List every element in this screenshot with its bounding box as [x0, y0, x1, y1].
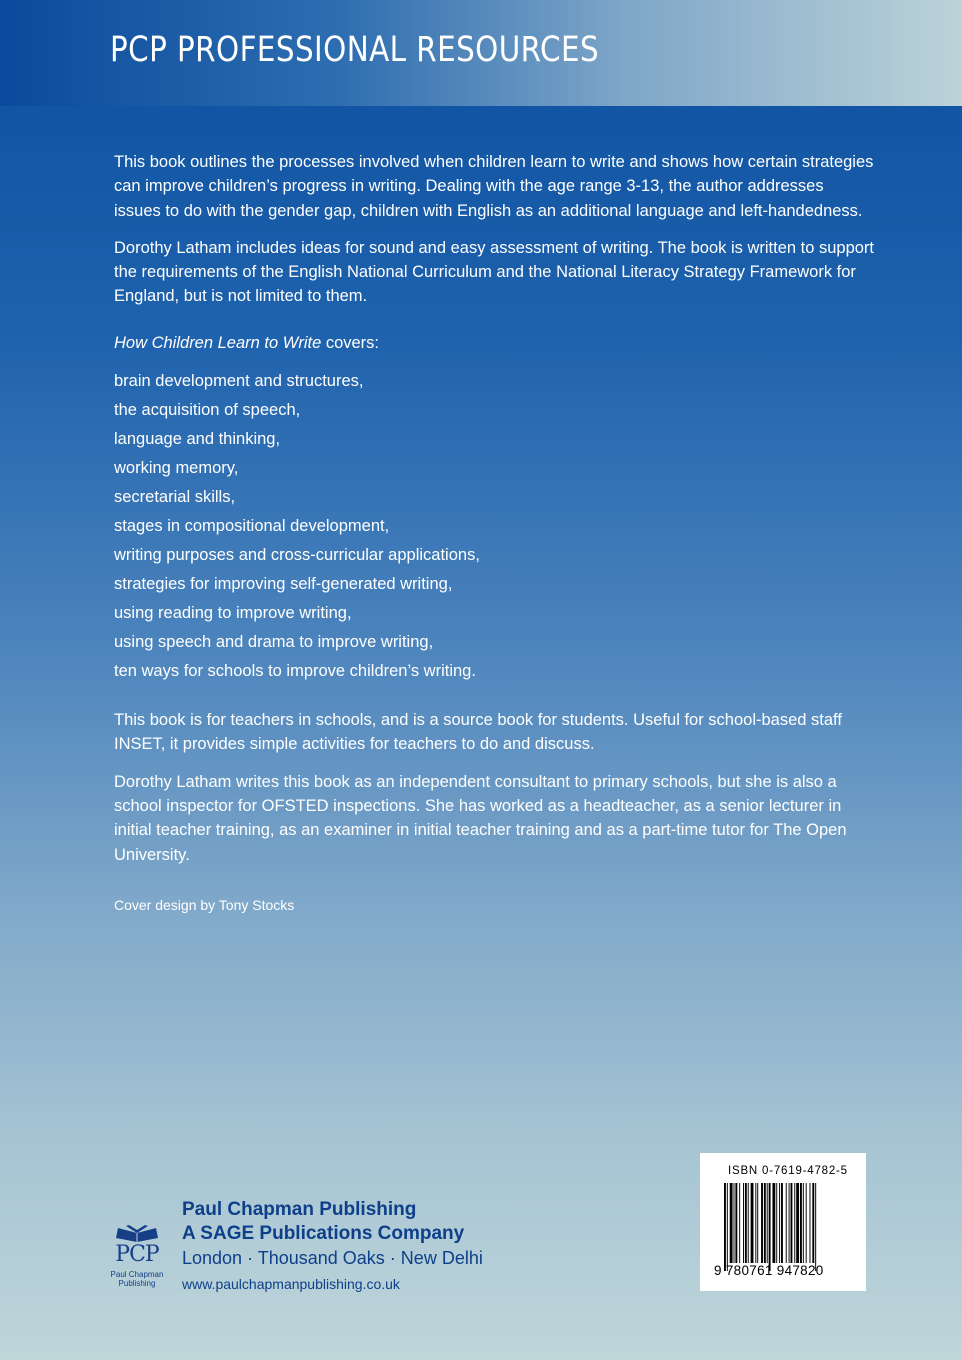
header-band — [0, 0, 962, 106]
publisher-name: Paul Chapman Publishing — [182, 1199, 417, 1220]
blurb-paragraph-1: This book outlines the processes involved when children learn to write and shows how certain strategies can improve children’s progress in writing. Dealing with the age range 3-13, the author addresses issues to do with the gender gap, children with English as an additional language and left-handedness. — [114, 153, 874, 220]
list-item: using speech and drama to improve writing, — [114, 633, 434, 652]
blurb — [114, 150, 874, 930]
list-item: the acquisition of speech, — [114, 401, 301, 420]
blurb-paragraph-4: Dorothy Latham writes this book as an independent consultant to primary schools, but she is also a school inspector for OFSTED inspections. She has worked as a headteacher, as a senior lecturer in initial teacher training, as an examiner in initial teacher training and as a part-time tutor for The Open University. — [114, 772, 847, 864]
pcp-logo — [110, 1224, 164, 1292]
cover-credit: Cover design by Tony Stocks — [114, 896, 295, 913]
list-item: language and thinking, — [114, 430, 281, 449]
barcode-digits: 9 780761 947820 — [714, 1263, 824, 1278]
covers-intro — [114, 331, 874, 355]
parent-company: A SAGE Publications Company — [182, 1223, 465, 1244]
list-item: secretarial skills, — [114, 488, 236, 507]
list-item: using reading to improve writing, — [114, 604, 352, 623]
book-title: How Children Learn to Write — [114, 333, 322, 352]
series-title: PCP PROFESSIONAL RESOURCES — [110, 30, 600, 70]
barcode-bars — [724, 1183, 846, 1271]
list-item: stages in compositional development, — [114, 517, 390, 536]
isbn-label: ISBN 0-7619-4782-5 — [728, 1165, 848, 1177]
publisher-website: www.paulchapmanpublishing.co.uk — [182, 1276, 400, 1292]
logo-letters: PCP — [115, 1242, 159, 1267]
publisher-info — [182, 1198, 483, 1297]
logo-subtext: Paul Chapman Publishing — [110, 1270, 164, 1288]
covers-suffix: covers: — [321, 333, 380, 352]
list-item: working memory, — [114, 459, 239, 478]
publisher-cities: London · Thousand Oaks · New Delhi — [182, 1248, 483, 1268]
list-item: strategies for improving self-generated writing, — [114, 575, 453, 594]
publisher-block — [110, 1198, 530, 1298]
list-item: writing purposes and cross-curricular applications, — [114, 546, 480, 565]
barcode-panel — [700, 1153, 866, 1291]
blurb-paragraph-3: This book is for teachers in schools, and is a source book for students. Useful for school-based staff INSET, it provides simple activities for teachers to do and discuss. — [114, 711, 842, 754]
blurb-paragraph-2: Dorothy Latham includes ideas for sound and easy assessment of writing. The book is written to support the requirements of the English National Curriculum and the National Literacy Strategy Framework for England, but is not limited to them. — [114, 238, 875, 306]
open-book-icon — [110, 1224, 164, 1244]
topics-list — [114, 367, 874, 686]
list-item: ten ways for schools to improve children’s writing. — [114, 662, 476, 681]
list-item: brain development and structures, — [114, 372, 364, 391]
